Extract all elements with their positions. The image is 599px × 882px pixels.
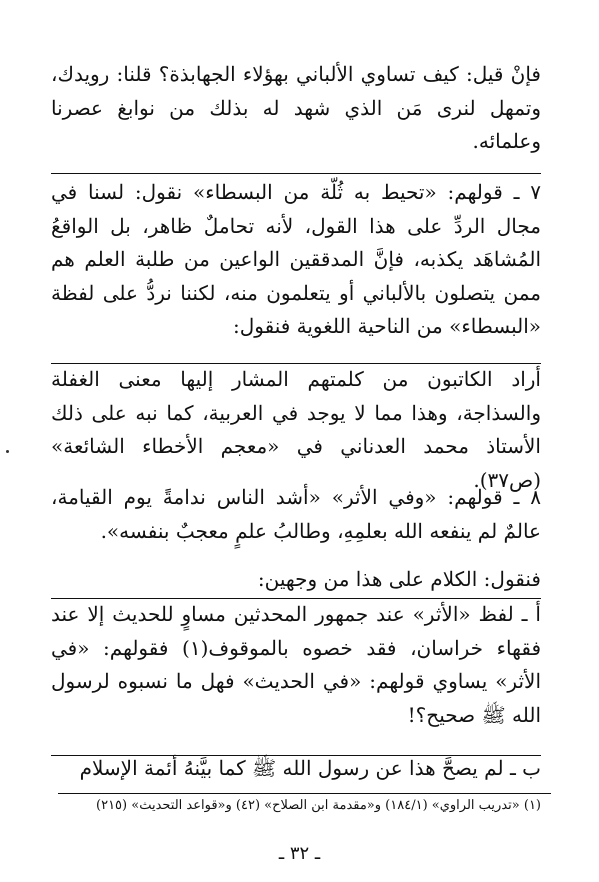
page-number: ـ ٣٢ ـ	[278, 843, 321, 864]
paragraph-meaning: أراد الكاتبون من كلمتهم المشار إليها معنى الغفلة والسذاجة، وهذا مما لا يوجد في العربية، كما نبه على ذلك الأستاذ محمد العدناني في «معجم الأخطاء الشائعة» (ص٣٧).	[51, 367, 541, 492]
paragraph-two-aspects: فنقول: الكلام على هذا من وجهين:	[257, 567, 541, 591]
paragraph-point-7: ٧ ـ قولهم: «تحيط به ثُلّة من البسطاء» نقول: لسنا في مجال الردِّ على هذا القول، لأنه تحاملٌ ظاهر، بل الواقعُ المُشاهَد يكذبه، فإنَّ المدققين الواعين من طلبة العلم هم ممن يتصلون بالألباني أو يتعلمون منه، لكننا نردُّ على لفظة «البسطاء» من الناحية اللغوية فنقول:	[51, 180, 542, 338]
paragraph-point-8: ٨ ـ قولهم: «وفي الأثر» «أشد الناس ندامةً يوم القيامة، عالمٌ لم ينفعه الله بعلمِهِ، وطالبُ علمٍ معجبٌ بنفسه».	[51, 485, 541, 543]
paragraph-aspect-a: أ ـ لفظ «الأثر» عند جمهور المحدثين مساوٍ للحديث إلا عند فقهاء خراسان، فقد خصوه بالموقوف(١) فقولهم: «في الأثر» يساوي قولهم: «في الحديث» فهل ما نسبوه لرسول الله ﷺ صحيح؟!	[51, 602, 542, 727]
paragraph-aspect-b: ب ـ لم يصحَّ هذا عن رسول الله ﷺ كما بيَّنهُ أئمة الإسلام	[79, 756, 541, 780]
scan-speck	[6, 450, 9, 453]
footnote: (١) «تدريب الراوي» (١٨٤/١) و«مقدمة ابن الصلاح» (٤٢) و«قواعد التحديث» (٢١٥)	[96, 798, 541, 813]
footnote-separator	[58, 793, 551, 794]
paragraph-objection: فإنْ قيل: كيف تساوي الألباني بهؤلاء الجهابذة؟ قلنا: رويدك، وتمهل لنرى مَن الذي شهد له بذلك من نوابغ عصرنا وعلمائه.	[51, 62, 541, 153]
divider	[51, 173, 541, 174]
